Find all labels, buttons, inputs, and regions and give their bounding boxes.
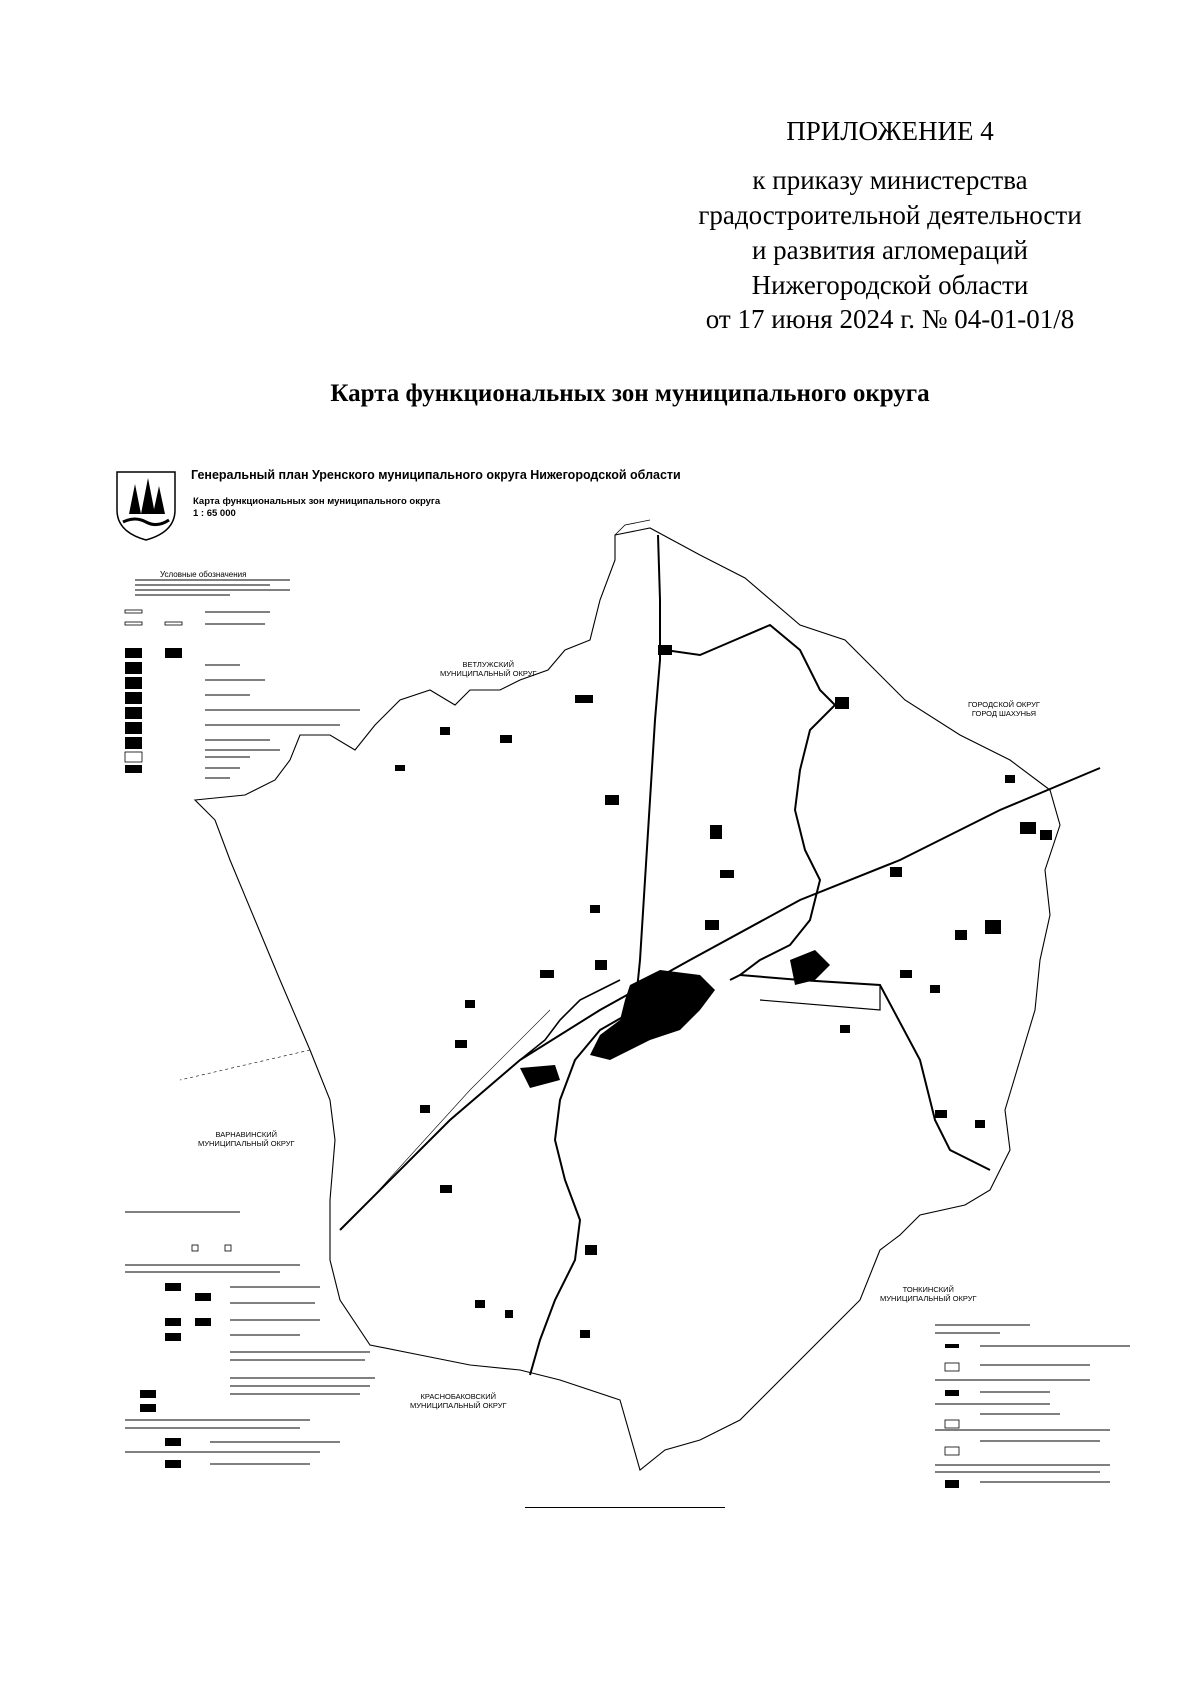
neighbor-boundary-north bbox=[615, 520, 650, 535]
town-uren-west bbox=[520, 1065, 560, 1088]
document-title: Карта функциональных зон муниципального округа bbox=[330, 380, 930, 407]
label-shakhunya: ГОРОДСКОЙ ОКРУГ ГОРОД ШАХУНЬЯ bbox=[968, 700, 1040, 718]
label-vetluzhsky: ВЕТЛУЖСКИЙ МУНИЦИПАЛЬНЫЙ ОКРУГ bbox=[440, 660, 537, 678]
legend-left-text-lines bbox=[125, 580, 375, 1464]
legend-right-text-lines bbox=[935, 1325, 1130, 1482]
town-uren bbox=[590, 970, 715, 1060]
legend-right bbox=[945, 1344, 959, 1488]
map-title: Карта функциональных зон муниципального округа bbox=[193, 496, 441, 507]
label-krasnobakovsky: КРАСНОБАКОВСКИЙ МУНИЦИПАЛЬНЫЙ ОКРУГ bbox=[410, 1392, 507, 1410]
town-uren-east bbox=[790, 950, 830, 985]
legend-left bbox=[125, 610, 231, 1468]
settlements bbox=[395, 645, 1052, 1338]
appendix-label: ПРИЛОЖЕНИЕ 4 bbox=[786, 116, 994, 146]
order-line-1: к приказу министерства bbox=[752, 165, 1028, 195]
order-line-4: Нижегородской области bbox=[751, 270, 1029, 300]
order-line-5: от 17 июня 2024 г. № 04-01-01/8 bbox=[705, 304, 1075, 334]
legend-title: Условные обозначения bbox=[160, 570, 247, 579]
label-tonkinsky: ТОНКИНСКИЙ МУНИЦИПАЛЬНЫЙ ОКРУГ bbox=[880, 1285, 977, 1303]
plan-title: Генеральный план Уренского муниципального округа Нижегородской области bbox=[191, 468, 681, 482]
order-line-2: градостроительной деятельности bbox=[698, 200, 1082, 230]
order-line-3: и развития агломераций bbox=[751, 235, 1028, 265]
label-varnavinsky: ВАРНАВИНСКИЙ МУНИЦИПАЛЬНЫЙ ОКРУГ bbox=[198, 1130, 295, 1148]
road-loop bbox=[760, 985, 880, 1010]
neighbor-boundary-west bbox=[180, 1050, 310, 1080]
map-scale: 1 : 65 000 bbox=[193, 508, 236, 519]
footer-rule bbox=[525, 1507, 725, 1508]
railway-line-light bbox=[370, 1010, 550, 1200]
coat-of-arms-icon bbox=[115, 470, 177, 542]
road-east bbox=[740, 975, 990, 1170]
